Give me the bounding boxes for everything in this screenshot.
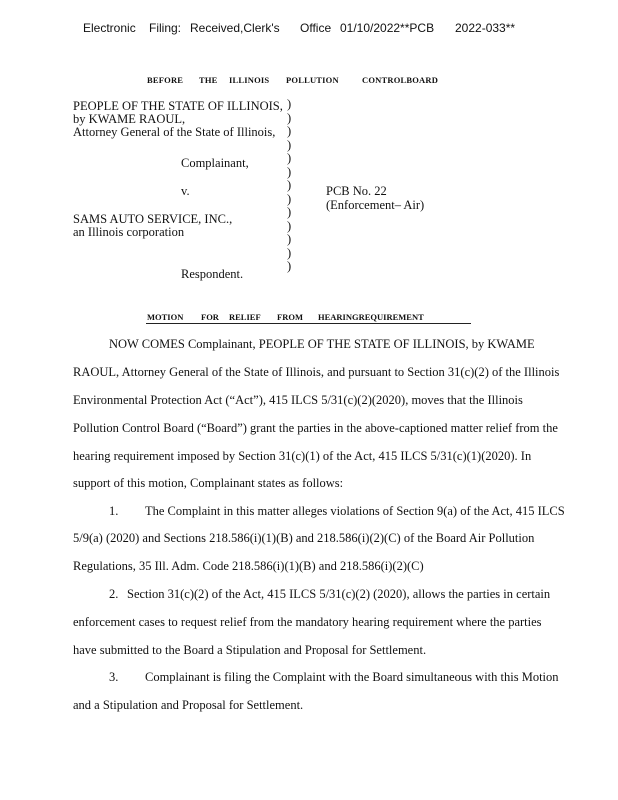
body-line: enforcement cases to request relief from the mandatory hearing requirement where the parties xyxy=(73,615,542,629)
case-number: PCB No. 22 xyxy=(326,184,387,198)
caption-parenthesis: ) xyxy=(287,232,292,246)
versus-label: v. xyxy=(181,184,190,198)
motion-title-word: MOTION xyxy=(147,312,184,322)
motion-title-word: FOR xyxy=(201,312,219,322)
stamp-word: 01/10/2022**PCB xyxy=(340,21,435,35)
board-word: BEFORE xyxy=(147,75,184,85)
stamp-word: Office xyxy=(300,21,332,35)
respondent-name: SAMS AUTO SERVICE, INC., xyxy=(73,212,233,226)
caption-parenthesis: ) xyxy=(287,97,292,111)
caption-parenthesis: ) xyxy=(287,259,292,273)
plaintiff-attorney: by KWAME RAOUL, xyxy=(73,112,186,126)
body-line: RAOUL, Attorney General of the State of Illinois, and pursuant to Section 31(c)(2) of the Illinois xyxy=(73,365,560,379)
body-line: support of this motion, Complainant states as follows: xyxy=(73,476,344,490)
body-line: hearing requirement imposed by Section 31(c)(1) of the Act, 415 ILCS 5/31(c)(1)(2020). In xyxy=(73,449,532,463)
stamp-word: Received,Clerk's xyxy=(190,21,280,35)
caption-parenthesis: ) xyxy=(287,205,292,219)
body-line: Complainant is filing the Complaint with the Board simultaneous with this Motion xyxy=(145,670,559,684)
caption-parenthesis: ) xyxy=(287,137,292,152)
body-line: The Complaint in this matter alleges violations of Section 9(a) of the Act, 415 ILCS xyxy=(145,504,565,518)
caption-parenthesis-column xyxy=(287,98,291,274)
motion-title-underline xyxy=(146,323,471,324)
paragraph-number: 3. xyxy=(109,670,119,684)
body-line: Pollution Control Board (“Board”) grant the parties in the above-captioned matter relief from the xyxy=(73,421,558,435)
motion-title-word: HEARINGREQUIREMENT xyxy=(318,312,424,322)
stamp-word: Electronic xyxy=(83,21,136,35)
plaintiff-attorney-title: Attorney General of the State of Illinois, xyxy=(73,125,276,139)
body-line: Section 31(c)(2) of the Act, 415 ILCS 5/31(c)(2) (2020), allows the parties in certain xyxy=(127,587,551,601)
caption-parenthesis: ) xyxy=(287,191,292,206)
caption-parenthesis: ) xyxy=(287,245,292,260)
body-line: NOW COMES Complainant, PEOPLE OF THE STATE OF ILLINOIS, by KWAME xyxy=(109,337,535,351)
board-word: POLLUTION xyxy=(286,75,339,85)
respondent-description: an Illinois corporation xyxy=(73,225,185,239)
plaintiff-name: PEOPLE OF THE STATE OF ILLINOIS, xyxy=(73,99,283,113)
caption-parenthesis: ) xyxy=(287,151,292,165)
caption-parenthesis: ) xyxy=(287,178,292,192)
case-type: (Enforcement– Air) xyxy=(326,198,425,212)
board-word: THE xyxy=(199,75,218,85)
motion-title-word: FROM xyxy=(277,312,303,322)
paragraph-number: 2. xyxy=(109,587,119,601)
body-line: have submitted to the Board a Stipulation and Proposal for Settlement. xyxy=(73,643,427,657)
board-word: CONTROLBOARD xyxy=(362,75,439,85)
motion-title-word: RELIEF xyxy=(229,312,261,322)
board-word: ILLINOIS xyxy=(229,75,270,85)
complainant-label: Complainant, xyxy=(181,156,249,170)
stamp-word: 2022-033** xyxy=(455,21,516,35)
respondent-label: Respondent. xyxy=(181,267,244,281)
caption-parenthesis: ) xyxy=(287,124,292,138)
body-line: and a Stipulation and Proposal for Settlement. xyxy=(73,698,304,712)
body-line: 5/9(a) (2020) and Sections 218.586(i)(1)(B) and 218.586(i)(2)(C) of the Board Air Pollution xyxy=(73,531,535,545)
paragraph-number: 1. xyxy=(109,504,119,518)
caption-parenthesis: ) xyxy=(287,218,292,233)
stamp-word: Filing: xyxy=(149,21,182,35)
caption-parenthesis: ) xyxy=(287,164,292,179)
caption-parenthesis: ) xyxy=(287,110,292,125)
body-line: Environmental Protection Act (“Act”), 415 ILCS 5/31(c)(2)(2020), moves that the Illinois xyxy=(73,393,523,407)
body-line: Regulations, 35 Ill. Adm. Code 218.586(i)(1)(B) and 218.586(i)(2)(C) xyxy=(73,559,424,573)
